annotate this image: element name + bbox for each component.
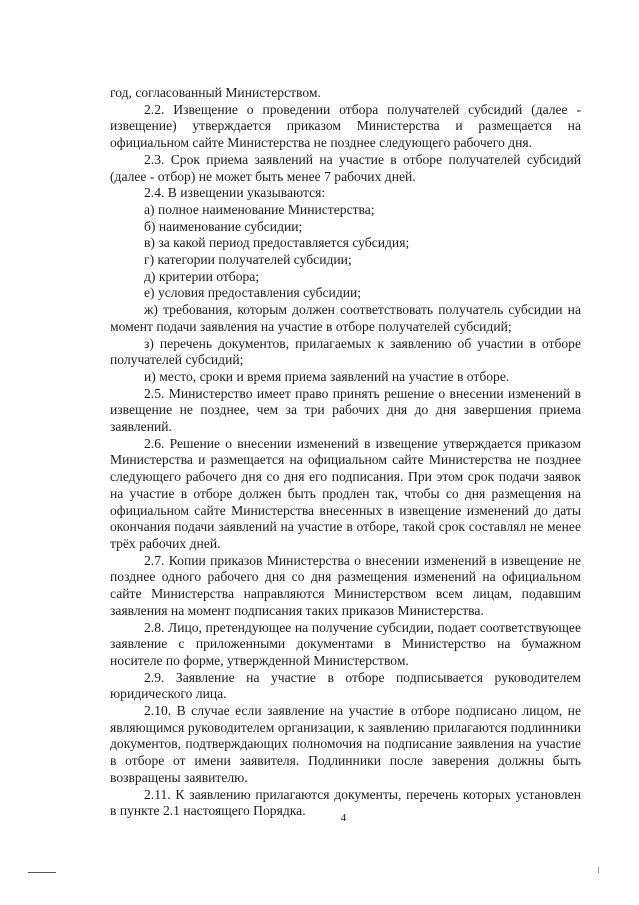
list-item-i: и) место, сроки и время приема заявлений на участие в отборе. xyxy=(144,368,510,384)
scan-artifact-tick xyxy=(598,867,599,873)
paragraph-2-6: 2.6. Решение о внесении изменений в извещение утверждается приказом Министерства и размещается на официальном сайте Министерства не позднее следующего рабочего дня со дня его подписания. При этом срок подачи заявок на участие в отборе должен быть продлен так, чтобы со дня размещения на официальном сайте Министерства внесенных в извещение изменений до даты окончания подачи заявлений на участие в отборе, такой срок составлял не менее трёх рабочих дней. xyxy=(110,435,581,551)
paragraph-2-10: 2.10. В случае если заявление на участие в отборе подписано лицом, не являющимся руководителем организации, к заявлению прилагаются подлинники документов, подтверждающих полномочия на подписание заявления на участие в отборе от имени заявителя. Подлинники после заверения должны быть возвращены заявителю. xyxy=(110,703,581,785)
paragraph-2-5: 2.5. Министерство имеет право принять решение о внесении изменений в извещение не позднее, чем за три рабочих дня до дня завершения приема заявлений. xyxy=(110,385,581,435)
scan-artifact-line xyxy=(28,872,56,873)
list-item-v: в) за какой период предоставляется субсидия; xyxy=(144,235,410,251)
paragraph-2-11: 2.11. К заявлению прилагаются документы, перечень которых установлен в пункте 2.1 настоящего Порядка. xyxy=(110,786,581,819)
paragraph-2-3: 2.3. Срок приема заявлений на участие в отборе получателей субсидий (далее - отбор) не может быть менее 7 рабочих дней. xyxy=(110,151,581,184)
list-item-zh: ж) требования, которым должен соответствовать получатель субсидии на момент подачи заявления на участие в отборе получателей субсидий; xyxy=(110,302,581,334)
page-number: 4 xyxy=(340,812,347,824)
paragraph-2-7: 2.7. Копии приказов Министерства о внесении изменений в извещение не позднее одного рабочего дня со дня размещения изменений на официальном сайте Министерства направляются Министерством всем лицам, подавшим заявления на момент подписания таких приказов Министерства. xyxy=(110,552,581,618)
list-item-d: д) критерии отбора; xyxy=(144,268,260,284)
paragraph-2-8: 2.8. Лицо, претендующее на получение субсидии, подает соответствующее заявление с приложенными документами в Министерство на бумажном носителе по форме, утвержденной Министерством. xyxy=(110,619,581,668)
list-item-e: е) условия предоставления субсидии; xyxy=(144,285,362,301)
document-body xyxy=(110,85,581,820)
list-item-z: з) перечень документов, прилагаемых к заявлению об участии в отборе получателей субсидий; xyxy=(110,335,581,368)
list-item-g: г) категории получателей субсидии; xyxy=(144,252,352,268)
paragraph-continuation: год, согласованный Министерством. xyxy=(110,85,321,100)
list-item-a: а) полное наименование Министерства; xyxy=(144,201,375,217)
paragraph-2-4: 2.4. В извещении указываются: xyxy=(144,185,326,201)
list-item-b: б) наименование субсидии; xyxy=(144,218,303,234)
paragraph-2-2: 2.2. Извещение о проведении отбора получателей субсидий (далее - извещение) утверждается приказом Министерства и размещается на официальном сайте Министерства не позднее следующего рабочего дня. xyxy=(110,101,581,151)
paragraph-2-9: 2.9. Заявление на участие в отборе подписывается руководителем юридического лица. xyxy=(110,669,581,702)
